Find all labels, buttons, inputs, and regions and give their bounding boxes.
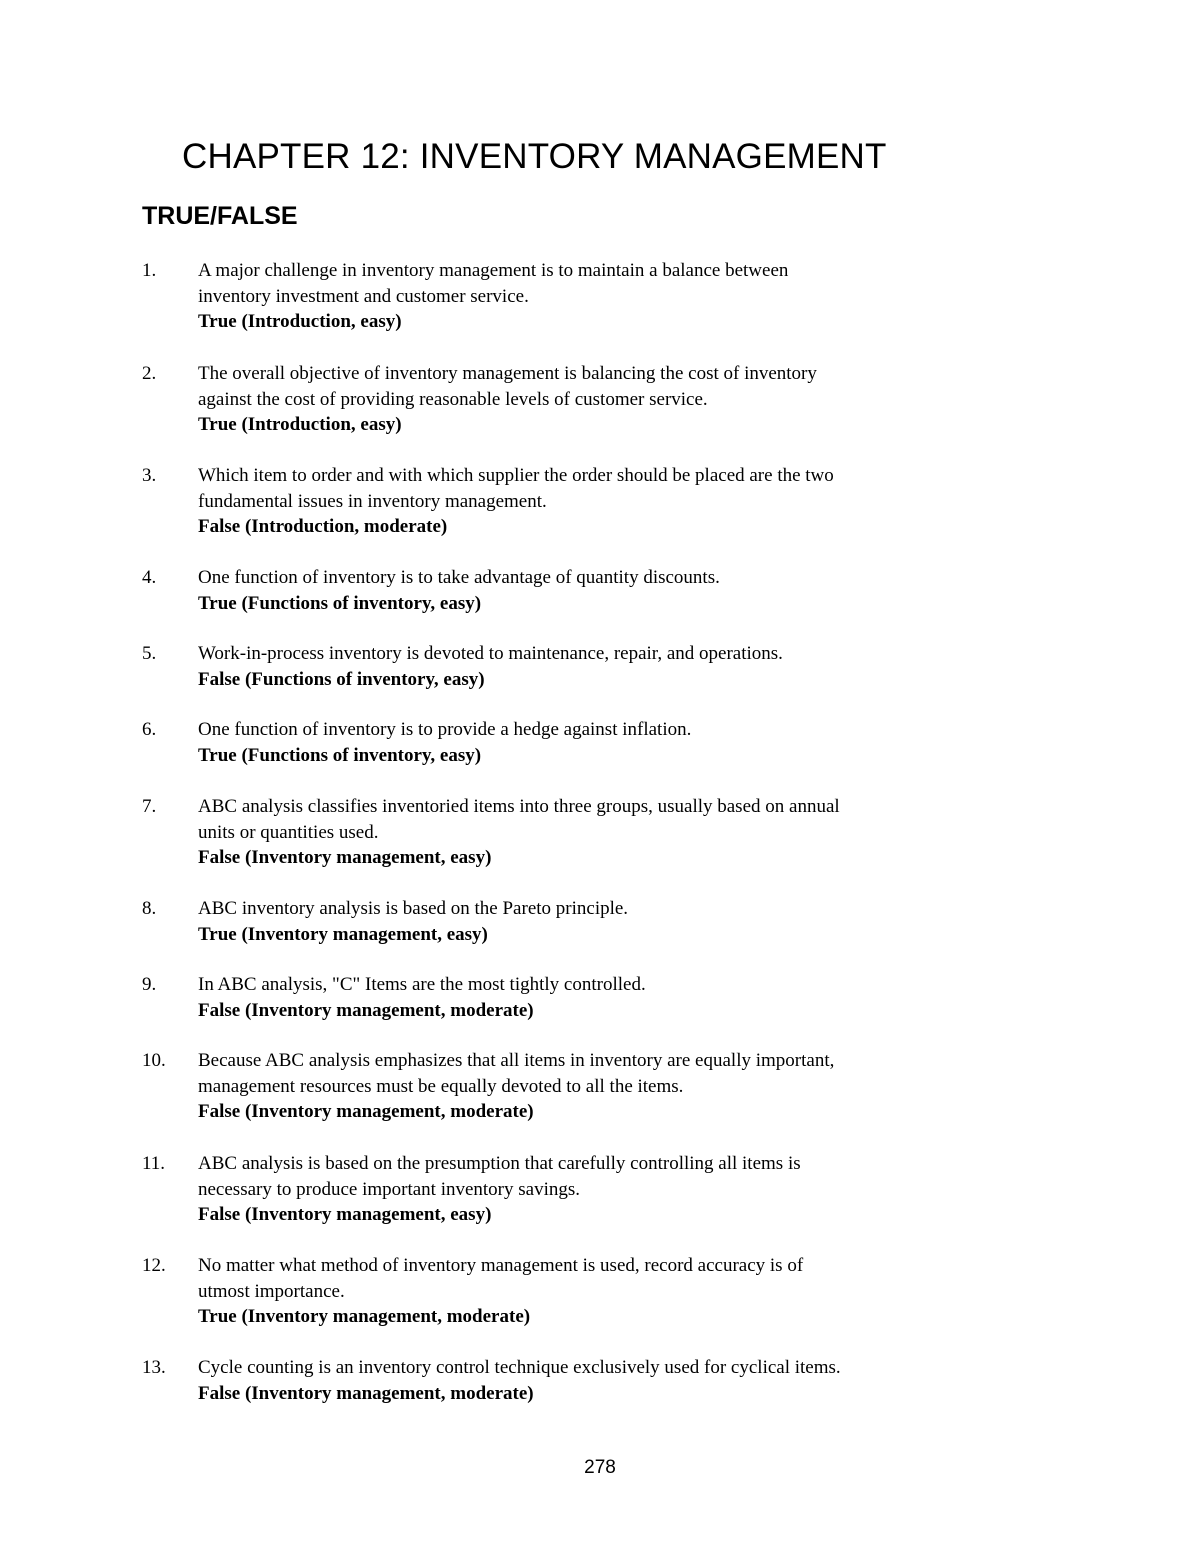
question-text: fundamental issues in inventory management. [198, 490, 547, 512]
question-text: ABC inventory analysis is based on the Pareto principle. [198, 898, 629, 919]
question-number: 13. [142, 1357, 166, 1378]
question-number: 5. [142, 643, 157, 664]
question-number: 6. [142, 719, 157, 740]
question-text: Cycle counting is an inventory control technique exclusively used for cyclical items. [198, 1357, 841, 1378]
question-text: ABC analysis classifies inventoried items into three groups, usually based on annual [198, 796, 840, 817]
page-number: 278 [584, 1457, 616, 1478]
question-number: 9. [142, 974, 157, 995]
question-body [198, 1355, 958, 1406]
question-body [198, 1048, 958, 1125]
question-answer: True (Inventory management, moderate) [198, 1306, 531, 1327]
question-text: ABC analysis is based on the presumption that carefully controlling all items is [198, 1153, 801, 1174]
section-title: TRUE/FALSE [142, 202, 298, 230]
question-text: units or quantities used. [198, 821, 379, 843]
question-body [198, 896, 958, 947]
question-body [198, 972, 958, 1023]
question-number: 3. [142, 465, 157, 486]
question-number: 11. [142, 1153, 166, 1174]
question-text: utmost importance. [198, 1280, 345, 1302]
question-text: against the cost of providing reasonable levels of customer service. [198, 388, 708, 410]
question-body [198, 1151, 958, 1228]
question-number: 12. [142, 1255, 166, 1276]
question-answer: True (Introduction, easy) [198, 311, 402, 332]
chapter-title: CHAPTER 12: INVENTORY MANAGEMENT [182, 137, 887, 176]
question-text: Because ABC analysis emphasizes that all items in inventory are equally important, [198, 1050, 835, 1071]
question-answer: False (Inventory management, easy) [198, 1204, 492, 1225]
question-body [198, 641, 958, 692]
question-answer: False (Inventory management, moderate) [198, 1101, 534, 1122]
question-body [198, 463, 958, 540]
question-number: 4. [142, 567, 157, 588]
question-text: The overall objective of inventory management is balancing the cost of inventory [198, 363, 817, 384]
question-text: No matter what method of inventory management is used, record accuracy is of [198, 1255, 804, 1276]
question-answer: False (Inventory management, moderate) [198, 1382, 534, 1404]
question-text: management resources must be equally devoted to all the items. [198, 1075, 684, 1097]
question-answer: False (Introduction, moderate) [198, 516, 448, 537]
question-answer: True (Functions of inventory, easy) [198, 592, 482, 614]
question-number: 1. [142, 260, 157, 281]
question-text: necessary to produce important inventory savings. [198, 1178, 581, 1200]
question-text: One function of inventory is to provide a hedge against inflation. [198, 719, 692, 740]
question-answer: False (Inventory management, easy) [198, 847, 492, 868]
question-number: 10. [142, 1050, 166, 1071]
question-body [198, 717, 958, 768]
question-body [198, 361, 958, 438]
question-body [198, 258, 958, 335]
question-text: A major challenge in inventory management is to maintain a balance between [198, 260, 789, 281]
question-text: Which item to order and with which supplier the order should be placed are the two [198, 465, 834, 486]
question-body [198, 565, 958, 616]
question-number: 2. [142, 363, 157, 384]
question-text: In ABC analysis, "C" Items are the most tightly controlled. [198, 974, 646, 995]
question-text: One function of inventory is to take advantage of quantity discounts. [198, 567, 720, 588]
question-number: 7. [142, 796, 157, 817]
question-body [198, 794, 958, 871]
question-answer: True (Introduction, easy) [198, 414, 402, 435]
question-answer: True (Functions of inventory, easy) [198, 744, 482, 766]
question-answer: False (Functions of inventory, easy) [198, 668, 485, 690]
question-text: inventory investment and customer service. [198, 285, 529, 307]
question-answer: False (Inventory management, moderate) [198, 999, 534, 1021]
question-body [198, 1253, 958, 1330]
question-number: 8. [142, 898, 157, 919]
question-text: Work-in-process inventory is devoted to maintenance, repair, and operations. [198, 643, 783, 664]
question-answer: True (Inventory management, easy) [198, 923, 488, 945]
